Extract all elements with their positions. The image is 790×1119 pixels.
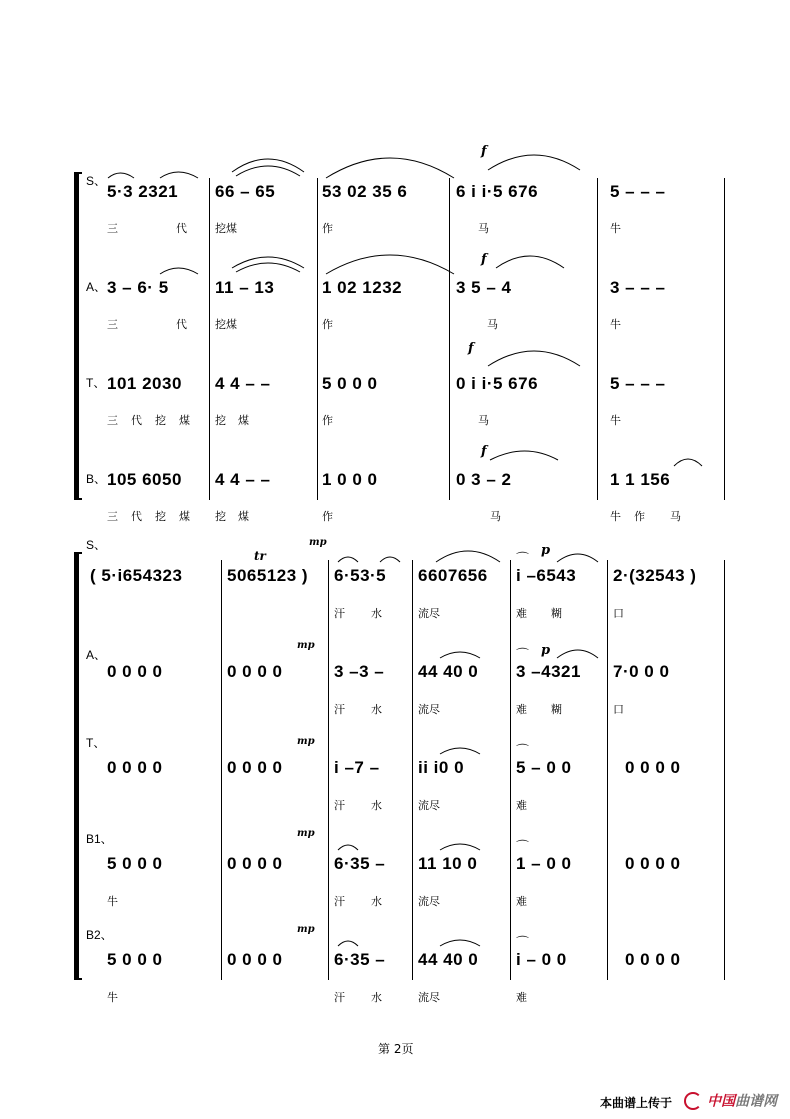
lyric: 作 [634,510,645,523]
slur [440,652,480,658]
page-number: 第 2页 [378,1042,414,1056]
lyric: 难 [516,895,527,908]
lyric: 作 [322,222,333,235]
lyric: 牛 [610,510,621,523]
lyric: 难 [516,607,527,620]
lyric: 汗 [334,799,345,812]
bass2-bar-4: 44 40 0 [418,950,479,969]
soprano2-bar-3: 6·53·5 [334,566,387,585]
lyric: 牛 [107,991,118,1004]
lyric: 口 [613,607,624,620]
lyric: 煤 [238,414,249,427]
tenor2-bar-1: 0 0 0 0 [107,758,163,777]
fermata-icon: ⌒ [516,648,530,663]
slur [557,650,598,658]
bass1-bar-3: 6·35 – [334,854,386,873]
tenor-bar-3: 5 0 0 0 [322,374,378,393]
lyric: 水 [371,895,382,908]
soprano2-bar-1: ( 5·i654323 [90,566,183,585]
lyric: 三 [107,318,118,331]
soprano2-dynamic-p: p [541,543,551,558]
lyric: 牛 [610,318,621,331]
trill-mark: tr [254,549,266,563]
slur [440,844,480,850]
slur [488,155,580,170]
tenor-dynamic: f [468,341,474,356]
bass1-dynamic-mp: mp [297,828,315,839]
alto2-bar-3: 3 –3 – [334,662,385,681]
slur [108,173,134,178]
lyric: 挖 [155,414,166,427]
tenor-bar-1: 101 2030 [107,374,182,393]
lyric: 代 [131,510,142,523]
lyric: 水 [371,703,382,716]
lyric: 口 [613,703,624,716]
site-logo-icon [684,1092,702,1110]
lyric: 牛 [610,222,621,235]
tenor2-dynamic-mp: mp [297,736,315,747]
lyric: 马 [478,222,489,235]
lyric: 难 [516,991,527,1004]
lyric: 流尽 [418,703,440,716]
bass-bar-5: 1 1 156 [610,470,671,489]
bass2-label: B2、 [86,928,113,942]
tenor-bar-2: 4 4 – – [215,374,271,393]
bass2-bar-2: 0 0 0 0 [227,950,283,969]
bass-bar-3: 1 0 0 0 [322,470,378,489]
tenor2-bar-6: 0 0 0 0 [625,758,681,777]
lyric: 难 [516,799,527,812]
alto2-bar-4: 44 40 0 [418,662,479,681]
alto-label: A、 [86,280,107,294]
soprano2-bar-6: 2·(32543 ) [613,566,697,585]
fermata-icon: ⌒ [516,936,530,951]
lyric: 三 [107,222,118,235]
lyric: 汗 [334,703,345,716]
lyric: 挖煤 [215,318,237,331]
slur [440,940,480,946]
slur [236,263,300,272]
alto2-bar-5: 3 –4321 [516,662,581,681]
tenor2-bar-3: i –7 – [334,758,380,777]
soprano-label-2: S、 [86,538,107,552]
alto-dynamic: f [481,252,487,267]
tenor-bar-4: 0 i i·5 676 [456,374,539,393]
slur [338,941,358,946]
lyric: 马 [487,318,498,331]
soprano2-bar-5: i –6543 [516,566,577,585]
upload-credit: 本曲谱上传于 [600,1096,673,1110]
soprano-bar-3: 53 02 35 6 [322,182,408,201]
alto2-bar-2: 0 0 0 0 [227,662,283,681]
lyric: 流尽 [418,895,440,908]
bass1-bar-4: 11 10 0 [418,854,478,873]
bass1-bar-6: 0 0 0 0 [625,854,681,873]
lyric: 流尽 [418,607,440,620]
lyric: 煤 [179,414,190,427]
soprano-bar-4: 6 i i·5 676 [456,182,539,201]
slur [338,845,358,850]
site-logo-text-b: 曲谱网 [735,1093,778,1110]
slur [326,255,454,274]
lyric: 马 [478,414,489,427]
lyric: 水 [371,607,382,620]
soprano-bar-5: 5 – – – [610,182,666,201]
fermata-icon: ⌒ [516,840,530,855]
slur [338,557,358,562]
alto-bar-5: 3 – – – [610,278,666,297]
alto-bar-3: 1 02 1232 [322,278,403,297]
slur [380,557,400,562]
soprano-bar-1: 5·3 2321 [107,182,179,201]
alto-bar-4: 3 5 – 4 [456,278,512,297]
lyric: 挖 [155,510,166,523]
lyric: 煤 [179,510,190,523]
lyric: 作 [322,318,333,331]
slur [436,551,500,562]
fermata-icon: ⌒ [516,744,530,759]
soprano2-bar-4: 6607656 [418,566,488,585]
slur [326,158,454,178]
lyric: 牛 [610,414,621,427]
bass1-bar-1: 5 0 0 0 [107,854,163,873]
slur [160,172,198,178]
lyric: 煤 [238,510,249,523]
lyric: 难 [516,703,527,716]
lyric: 马 [490,510,501,523]
alto2-dynamic-mp: mp [297,640,315,651]
bass2-bar-5: i – 0 0 [516,950,567,969]
lyric: 水 [371,799,382,812]
lyric: 代 [176,222,187,235]
soprano-label: S、 [86,174,107,188]
alto-bar-1: 3 – 6· 5 [107,278,169,297]
tenor-bar-5: 5 – – – [610,374,666,393]
alto2-dynamic-p: p [541,643,551,658]
site-logo-text-a: 中国 [707,1093,736,1110]
slur [236,166,300,176]
soprano-bar-2: 66 – 65 [215,182,276,201]
lyric: 流尽 [418,799,440,812]
lyric: 挖煤 [215,222,237,235]
lyric: 糊 [551,607,562,620]
lyric: 三 [107,414,118,427]
fermata-icon: ⌒ [516,552,530,567]
bass-dynamic: f [481,444,487,459]
lyric: 汗 [334,991,345,1004]
slur [490,451,558,460]
bass2-bar-1: 5 0 0 0 [107,950,163,969]
tenor2-bar-5: 5 – 0 0 [516,758,572,777]
lyric: 三 [107,510,118,523]
site-logo [684,1090,784,1110]
bass-bar-4: 0 3 – 2 [456,470,512,489]
bass1-bar-2: 0 0 0 0 [227,854,283,873]
slur [488,351,580,366]
lyric: 流尽 [418,991,440,1004]
lyric: 汗 [334,607,345,620]
lyric: 代 [131,414,142,427]
alto2-label: A、 [86,648,107,662]
tenor2-bar-4: ii i0 0 [418,758,465,777]
bass1-label: B1、 [86,832,113,846]
bass-label: B、 [86,472,107,486]
bass2-bar-6: 0 0 0 0 [625,950,681,969]
tenor2-bar-2: 0 0 0 0 [227,758,283,777]
slur [160,268,198,274]
bass2-bar-3: 6·35 – [334,950,386,969]
lyric: 挖 [215,414,226,427]
bass1-bar-5: 1 – 0 0 [516,854,572,873]
alto2-bar-6: 7·0 0 0 [613,662,670,681]
lyric: 作 [322,414,333,427]
lyric: 水 [371,991,382,1004]
bass-bar-1: 105 6050 [107,470,182,489]
bass2-dynamic-mp: mp [297,924,315,935]
lyric: 挖 [215,510,226,523]
alto-bar-2: 11 – 13 [215,278,275,297]
alto2-bar-1: 0 0 0 0 [107,662,163,681]
slur [496,256,564,268]
lyric: 马 [670,510,681,523]
tenor2-label: T、 [86,736,106,750]
lyric: 作 [322,510,333,523]
slur [440,748,480,754]
soprano-dynamic: f [481,144,487,159]
lyric: 汗 [334,895,345,908]
lyric: 代 [176,318,187,331]
tenor-label: T、 [86,376,106,390]
bass-bar-2: 4 4 – – [215,470,271,489]
lyric: 糊 [551,703,562,716]
slur [557,554,598,562]
soprano2-bar-2: 5065123 ) [227,566,309,585]
soprano2-dynamic-mp: mp [309,537,327,548]
lyric: 牛 [107,895,118,908]
slur [674,459,702,466]
